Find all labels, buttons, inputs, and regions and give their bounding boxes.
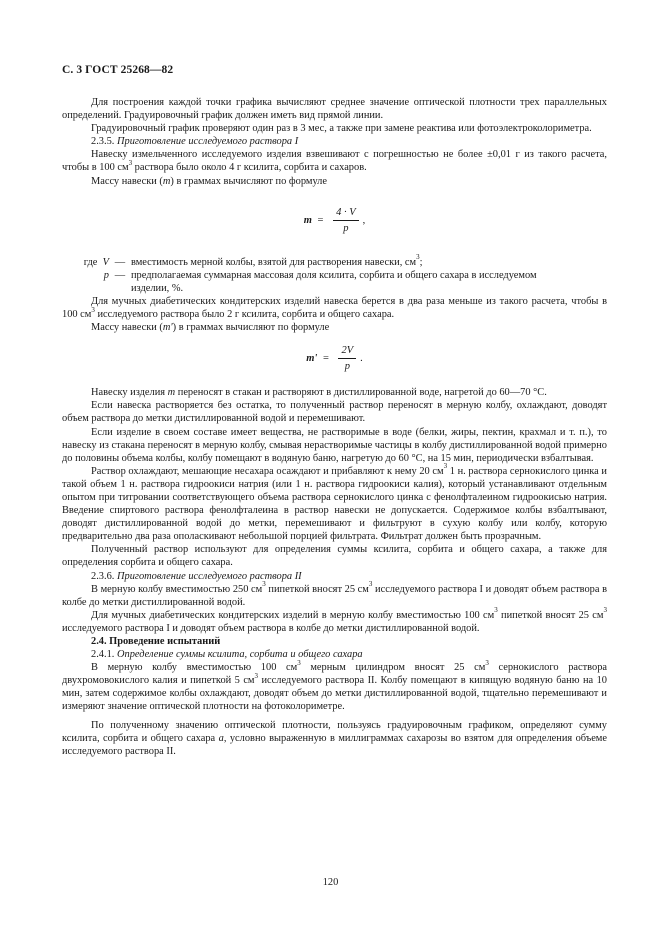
superscript: 3 [297,658,301,667]
superscript: 3 [368,580,373,589]
page-header: С. 3 ГОСТ 25268—82 [62,64,174,76]
paragraph [62,580,608,609]
superscript: 3 [128,159,133,167]
variable: m' [162,322,173,334]
paragraph-text: Массу навески ( [91,322,163,334]
definition-punct: ; [419,256,423,268]
superscript: 3 [262,580,266,589]
superscript: 3 [254,671,259,680]
section-title: Приготовление исследуемого раствора II [117,570,302,582]
paragraph [62,386,607,399]
section-number: 2.3.6. [91,570,115,582]
paragraph-text: , условно выраженную в миллиграммах сахарозы во взятом для определения объеме исследуемого раствора II. [62,732,607,757]
paragraph-text: пипеткой вносят 25 см [497,609,604,621]
paragraph [62,462,607,544]
paragraph-text: По полученному значению оптической плотности, пользуясь градуировочным графиком, определяют сумму ксилита, сорбита и общего сахара [62,719,607,744]
paragraph-text: исследуемого раствора было 2 г ксилита, сорбита и общего сахара. [94,309,395,321]
paragraph-text: В мерную колбу вместимостью 100 см [91,662,298,674]
formula-fraction [338,344,356,373]
paragraph-text: исследуемого раствора II. Колбу помещают в кипящую водяную баню на 10 мин, затем содержимое колбы охлаждают, доводят объем до метки дистиллированной водой, тщательно перемешивают и измеряют значение оптической плотности на фотоколориметре. [62,675,607,713]
paragraph-text: Раствор охлаждают, мешающие несахара осаждают и прибавляют к нему 20 см [91,465,444,477]
paragraph-text: В мерную колбу вместимостью 250 см [91,583,263,595]
section-heading-2-3-6 [62,570,607,583]
definition-lead [62,256,109,269]
definition-text-wrap [131,253,607,269]
formula-denominator: p [344,361,350,373]
paragraph-text: Если навеска растворяется без остатка, то полученный раствор переносят в мерную колбу, охлаждают, доводят объем раствора до метки дистиллированной водой и перемешивают. [62,400,607,425]
formula-punct: , [362,214,366,226]
section-heading-2-3-5 [62,135,607,148]
definition-var: p [103,269,109,281]
section-title: Определение суммы ксилита, сорбита и общего сахара [117,649,363,661]
formula-punct: . [360,353,363,365]
paragraph [62,543,607,569]
definition-continuation: изделии, %. [131,282,184,294]
variable: m [162,175,171,187]
paragraph-text: Навеску изделия [91,387,168,399]
section-heading-2-4-1 [62,648,607,661]
paragraph [62,426,607,465]
superscript: 3 [91,305,95,314]
section-heading-2-4: 2.4. Проведение испытаний [91,636,221,647]
paragraph [62,658,608,713]
definition-row [62,253,607,269]
paragraph [62,321,607,334]
superscript: 3 [494,606,498,615]
definitions-list [62,253,607,295]
paragraph [62,606,607,635]
definition-var: V [102,256,109,268]
formula-equals: = [322,353,329,365]
paragraph-text: исследуемого раствора I и доводят объем раствора в колбе до метки дистиллированной водой. [62,583,608,608]
paragraph-text: Для мучных диабетических кондитерских изделий в мерную колбу вместимостью 100 см [91,609,495,621]
paragraph-text: Навеску измельченного исследуемого изделия взвешивают с погрешностью не более ±0,01 г из такого расчета, чтобы в 100 см [62,149,607,174]
formula-mass-flour [62,334,607,386]
definition-text: предполагаемая суммарная массовая доля ксилита, сорбита и общего сахара в исследуемом [131,269,537,281]
paragraph [62,719,607,758]
section-number: 2.4.1. [91,649,115,661]
formula-fraction [333,206,359,235]
formula-mass [62,188,607,256]
paragraph [62,175,607,188]
formula-numerator: 4 · V [333,206,359,221]
formula-numerator: 2V [338,344,356,359]
paragraph-text: сернокислого раствора двухромовокислого калия и пипеткой 5 см [62,662,608,687]
formula-lhs: m [303,214,312,226]
formula-denominator: p [343,222,349,234]
paragraph-text: ) в граммах вычисляют по формуле [172,322,330,334]
paragraph-text: Полученный раствор используют для определения суммы ксилита, сорбита и общего сахара, а также для определения сорбита и общего сахара. [62,544,607,569]
paragraph-text: 1 н. раствора сернокислого цинка и такой объем 1 н. раствора гидроокиси натрия (или 1 н. раствора гидроокиси калия), который устанавливают отдельным опытом при титровании соответствующего объема раствора сернокислого цинка с фенолфталеином гидроокисью натрия. Введение спиртового раствора фенолфталеина в раствор навески не допускается. Содержимое колбы взбалтывают, доводят дистиллированной водой до метки, перемешивают и фильтруют в сухую колбу или колбу, которую предварительно два раза ополаскивают небольшой порцией фильтрата. Фильтрат должен быть прозрачным. [62,465,607,543]
paragraph-text: Градуировочный график проверяют один раз в 3 мес, а также при замене реактива или фотоэлектроколориметра. [91,123,592,135]
page-number: 120 [322,877,339,888]
paragraph-text: Для мучных диабетических кондитерских изделий навеска берется в два раза меньше из такого расчета, чтобы в 100 см [62,295,607,321]
formula-equals: = [317,214,324,226]
superscript: 3 [603,606,607,615]
paragraph-text: пипеткой вносят 25 см [265,583,369,595]
variable: a [218,732,224,744]
superscript: 3 [443,462,448,471]
definition-dash: — [114,256,126,268]
section-title: Приготовление исследуемого раствора I [117,136,299,148]
definition-where: где [83,256,98,268]
superscript: 3 [485,658,489,667]
paragraph-text: Если изделие в своем составе имеет вещества, не растворимые в воде (белки, жиры, пектин, крахмал и т. п.), то навеску из стакана переносят в мерную колбу, смывая нерастворимые частицы в колбу дистиллированной водой примерно до половины объема колбы, колбу помещают в водяную баню, нагретую до 60 °С, на 15 мин, периодически взбалтывая. [62,426,607,464]
document-body [62,96,607,758]
paragraph-text: мерным цилиндром вносят 25 см [300,662,486,674]
paragraph [62,122,607,135]
variable: m [167,387,176,399]
paragraph [62,399,607,425]
formula-lhs: m' [306,353,318,365]
paragraph-text: исследуемого раствора I и доводят объем раствора в колбе до метки дистиллированной водой. [62,622,480,634]
paragraph [62,96,607,122]
paragraph [62,295,607,321]
paragraph [62,148,607,174]
paragraph-text: Массу навески ( [91,175,163,187]
section-number: 2.3.5. [91,136,115,148]
paragraph-text: Для построения каждой точки графика вычисляют среднее значение оптической плотности трех параллельных определений. Градуировочный график должен иметь вид прямой линии. [62,97,607,122]
paragraph-text: ) в граммах вычисляют по формуле [170,175,327,187]
definition-dash: — [114,269,126,281]
paragraph-text: раствора было около 4 г ксилита, сорбита и сахаров. [132,162,367,174]
paragraph-text: переносят в стакан и растворяют в дистиллированной воде, нагретой до 60—70 °С. [175,387,547,399]
definition-row [62,269,607,282]
definition-text: вместимость мерной колбы, взятой для растворения навески, см [131,256,417,268]
superscript: 3 [416,253,420,262]
